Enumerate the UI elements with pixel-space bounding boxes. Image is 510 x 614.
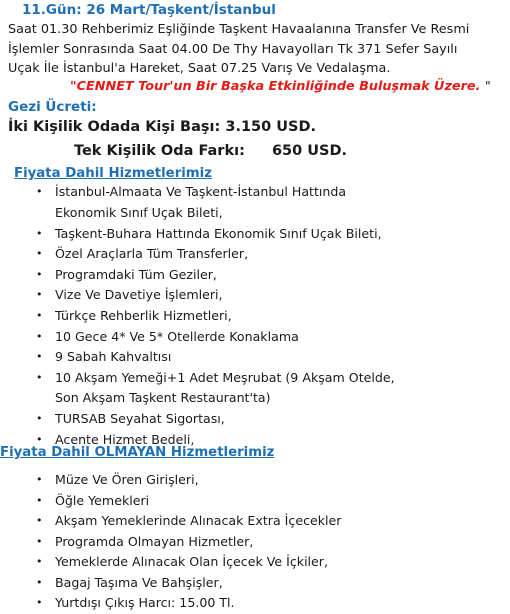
bullet-icon: • — [36, 575, 43, 589]
list-item-text: TURSAB Seyahat Sigortası, — [55, 411, 225, 427]
bullet-icon: • — [36, 534, 43, 548]
single-room-price-line — [74, 143, 347, 159]
list-item-text: Yemeklerde Alınacak Olan İçecek Ve İçkiler, — [55, 554, 328, 569]
list-item-text: İstanbul-Almaata Ve Taşkent-İstanbul Hattında — [55, 184, 347, 199]
bullet-icon: • — [36, 596, 43, 609]
bullet-icon: • — [36, 288, 43, 302]
bullet-icon: • — [36, 514, 43, 527]
bullet-icon: • — [36, 555, 43, 568]
list-item-text: Akşam Yemeklerinde Alınacak Extra İçecekler — [55, 513, 342, 528]
double-room-price: 3.150 USD. — [225, 119, 317, 135]
description-line: Saat 01.30 Rehberimiz Eşliğinde Taşkent Havaalanına Transfer Ve Resmi — [8, 22, 470, 37]
list-item-text: Taşkent-Buhara Hattında Ekonomik Sınıf Uçak Bileti, — [55, 225, 382, 241]
list-item-text: 10 Akşam Yemeği+1 Adet Meşrubat (9 Akşam Otelde, — [55, 369, 395, 385]
list-item — [36, 347, 395, 368]
bullet-icon: • — [36, 247, 43, 261]
list-item — [36, 552, 341, 573]
single-room-price: 650 USD. — [271, 143, 348, 159]
included-services-title: Fiyata Dahil Hizmetlerimiz — [14, 166, 212, 181]
quote-text: "CENNET Tour'un Bir Başka Etkinliğinde Buluşmak Üzere. — [70, 79, 481, 94]
included-services-list — [36, 182, 395, 451]
description-line: İşlemler Sonrasında Saat 04.00 De Thy Havayolları Tk 371 Sefer Sayılı — [8, 41, 458, 57]
list-item-text: Müze Ve Ören Girişleri, — [55, 472, 199, 487]
list-item — [36, 285, 395, 306]
list-item-text: Programda Olmayan Hizmetler, — [55, 533, 254, 549]
bullet-icon: • — [36, 267, 43, 281]
list-item-text: Ekonomik Sınıf Uçak Bileti, — [55, 204, 223, 220]
list-item — [36, 224, 395, 245]
list-item — [36, 491, 341, 512]
list-item — [36, 182, 395, 224]
list-item — [36, 368, 395, 410]
list-item-text: Yurtdışı Çıkış Harcı: 15.00 Tl. — [55, 595, 235, 610]
day-description — [8, 20, 508, 79]
day-title: 11.Gün: 26 Mart/Taşkent/İstanbul — [22, 2, 276, 18]
list-item — [36, 327, 395, 348]
excluded-services-list — [36, 470, 342, 614]
list-item — [36, 532, 341, 553]
list-item — [36, 511, 342, 532]
list-item-text: Türkçe Rehberlik Hizmetleri, — [55, 307, 232, 323]
list-item-text: Son Akşam Taşkent Restaurant'ta) — [55, 390, 271, 406]
bullet-icon: • — [36, 308, 43, 322]
double-room-label: İki Kişilik Odada Kişi Başı: — [8, 119, 221, 135]
bullet-icon: • — [36, 350, 43, 364]
bullet-icon: • — [36, 412, 43, 426]
excluded-services-title: Fiyata Dahil OLMAYAN Hizmetlerimiz — [0, 445, 275, 460]
description-line: Uçak İle İstanbul'a Hareket, Saat 07.25 Varış Ve Vedalaşma. — [8, 61, 391, 76]
bullet-icon: • — [36, 370, 43, 384]
bullet-icon: • — [36, 226, 43, 240]
single-room-label: Tek Kişilik Oda Farkı: — [74, 143, 245, 159]
bullet-icon: • — [36, 473, 43, 486]
list-item — [36, 409, 395, 430]
list-item — [36, 265, 395, 286]
list-item — [36, 593, 341, 614]
double-room-price-line — [8, 119, 316, 135]
list-item — [36, 244, 395, 265]
list-item-text: Vize Ve Davetiye İşlemleri, — [55, 287, 223, 303]
list-item-text: Programdaki Tüm Geziler, — [55, 266, 217, 282]
list-item-text: Öğle Yemekleri — [55, 492, 150, 508]
list-item — [36, 306, 395, 327]
fee-title: Gezi Ücreti: — [8, 99, 97, 115]
list-item-text: Acente Hizmet Bedeli, — [55, 431, 195, 447]
list-item-text: 10 Gece 4* Ve 5* Otellerde Konaklama — [55, 328, 299, 344]
list-item — [36, 573, 341, 594]
list-item-text: Özel Araçlarla Tüm Transferler, — [55, 246, 249, 262]
list-item-text: 9 Sabah Kahvaltısı — [55, 349, 172, 365]
bullet-icon: • — [36, 185, 43, 198]
quote-end-mark: " — [484, 79, 491, 94]
closing-quote — [70, 79, 491, 94]
list-item — [36, 470, 341, 491]
bullet-icon: • — [36, 329, 43, 343]
list-item-text: Bagaj Taşıma Ve Bahşişler, — [55, 574, 223, 590]
bullet-icon: • — [36, 493, 43, 507]
bullet-icon: • — [36, 432, 43, 446]
